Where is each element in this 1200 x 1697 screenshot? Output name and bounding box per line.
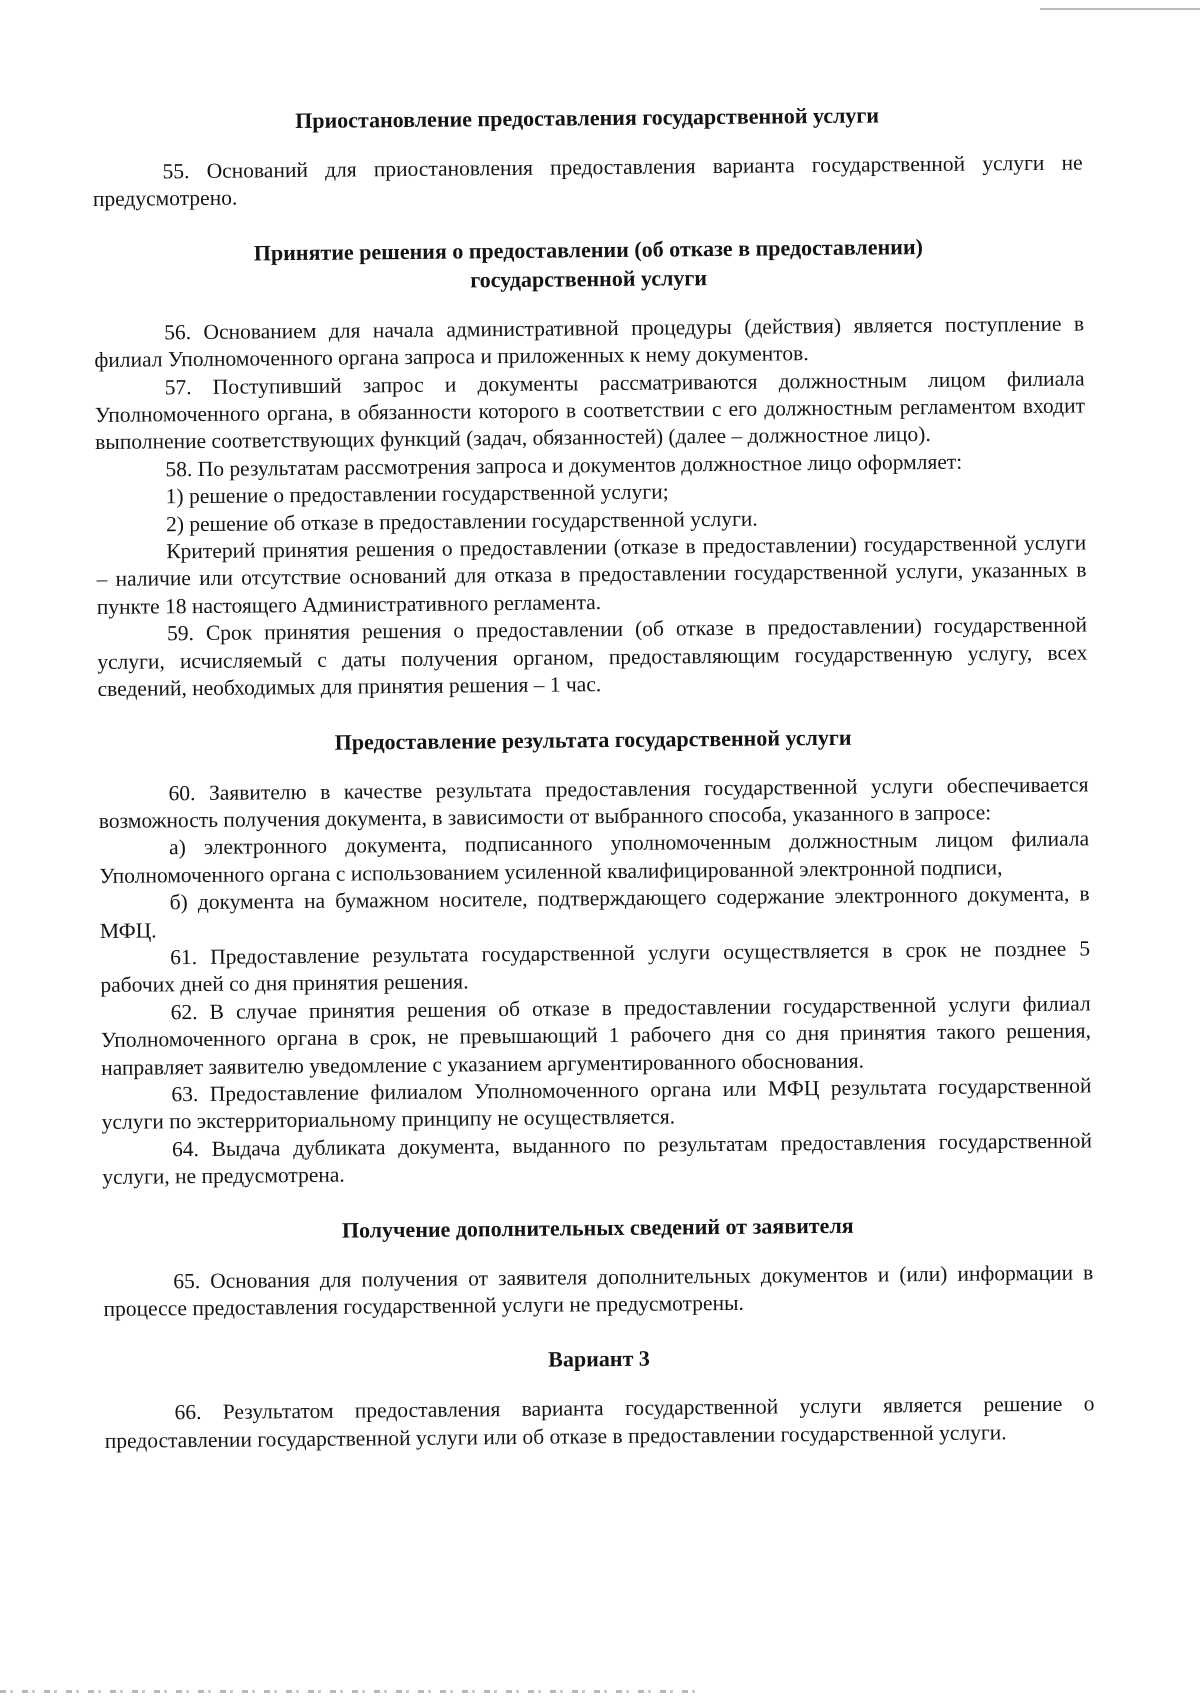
scan-edge-noise: [0, 1690, 700, 1693]
paragraph-60: 60. Заявителю в качестве результата предоставления государственной услуги обеспечивается возможность получения документа, в зависимости от выбранного способа, указанного в запросе:: [98, 771, 1089, 833]
section-heading: Вариант 3: [548, 1346, 650, 1373]
section-variant-3: [104, 1340, 1095, 1455]
heading-line: государственной услуги: [470, 264, 708, 293]
paragraph-criterion: Критерий принятия решения о предоставлении (отказе в предоставлении) государственной услуги – наличие или отсутствие оснований для отказа в предоставлении государственной услуги, указанных в пункте 18 настоящего Административного регламента.: [96, 530, 1087, 619]
section-result: [98, 720, 1092, 1192]
section-additional-info: [103, 1208, 1094, 1323]
paragraph-65: 65. Основания для получения от заявителя дополнительных документов и (или) информации в процессе предоставления государственной услуги не предусмотрены.: [103, 1260, 1094, 1321]
section-heading: Приостановление предоставления государственной услуги: [295, 102, 880, 134]
paragraph-64: 64. Выдача дубликата документа, выданного по результатам предоставления государственной услуги, не предусмотрена.: [102, 1128, 1093, 1190]
list-item-b: б) документа на бумажном носителе, подтверждающего содержание электронного документа, в МФЦ.: [99, 881, 1090, 943]
section-heading: Получение дополнительных сведений от заявителя: [341, 1212, 854, 1243]
paragraph-55: 55. Оснований для приостановления предоставления варианта государственной услуги не предусмотрено.: [92, 150, 1083, 212]
paragraph-66: 66. Результатом предоставления варианта государственной услуги является решение о предоставлении государственной услуги или об отказе в предоставлении государственной услуги.: [104, 1391, 1095, 1453]
paragraph-62: 62. В случае принятия решения об отказе в предоставлении государственной услуги филиал Уполномоченного органа в срок, не превышающий 1 рабочего дня со дня принятия такого решения, направляет заявителю уведомление с указанием аргументированного обоснования.: [100, 991, 1092, 1080]
document-body: [92, 98, 1095, 1455]
paragraph-57: 57. Поступивший запрос и документы рассматриваются должностным лицом филиала Уполномоченного органа, в обязанности которого в соответствии с его должностным регламентом входит выполнение соответствующих функций (задач, обязанностей) (далее – должностное лицо).: [94, 366, 1086, 455]
list-item-a: а) электронного документа, подписанного уполномоченным должностным лицом филиала Уполномоченного органа с использованием усиленной квалифицированной электронной подписи,: [99, 826, 1090, 888]
section-suspension: [92, 98, 1083, 213]
scan-edge-mark: [1040, 8, 1200, 10]
paragraph-63: 63. Предоставление филиалом Уполномоченного органа или МФЦ результата государственной услуги по экстерриториальному принципу не осуществляется.: [101, 1073, 1092, 1135]
paragraph-58: 58. По результатам рассмотрения запроса и документов должностное лицо оформляет:: [165, 449, 963, 482]
paragraph-56: 56. Основанием для начала административной процедуры (действия) является поступление в филиал Уполномоченного органа запроса и приложенных к нему документов.: [94, 311, 1085, 373]
section-decision: [93, 230, 1087, 703]
heading-line: Принятие решения о предоставлении (об отказе в предоставлении): [253, 233, 924, 266]
list-item-2: 2) решение об отказе в предоставлении государственной услуги.: [165, 506, 758, 536]
list-item-1: 1) решение о предоставлении государственной услуги;: [165, 479, 669, 509]
paragraph-61: 61. Предоставление результата государственной услуги осуществляется в срок не позднее 5 рабочих дней со дня принятия решения.: [100, 936, 1091, 998]
paragraph-59: 59. Срок принятия решения о предоставлении (об отказе в предоставлении) государственной услуги, исчисляемый с даты получения органом, предоставляющим государственную услугу, всех сведений, необходимых для принятия решения – 1 час.: [97, 612, 1088, 702]
section-heading: [93, 230, 1084, 298]
section-heading: Предоставление результата государственной услуги: [334, 724, 852, 755]
